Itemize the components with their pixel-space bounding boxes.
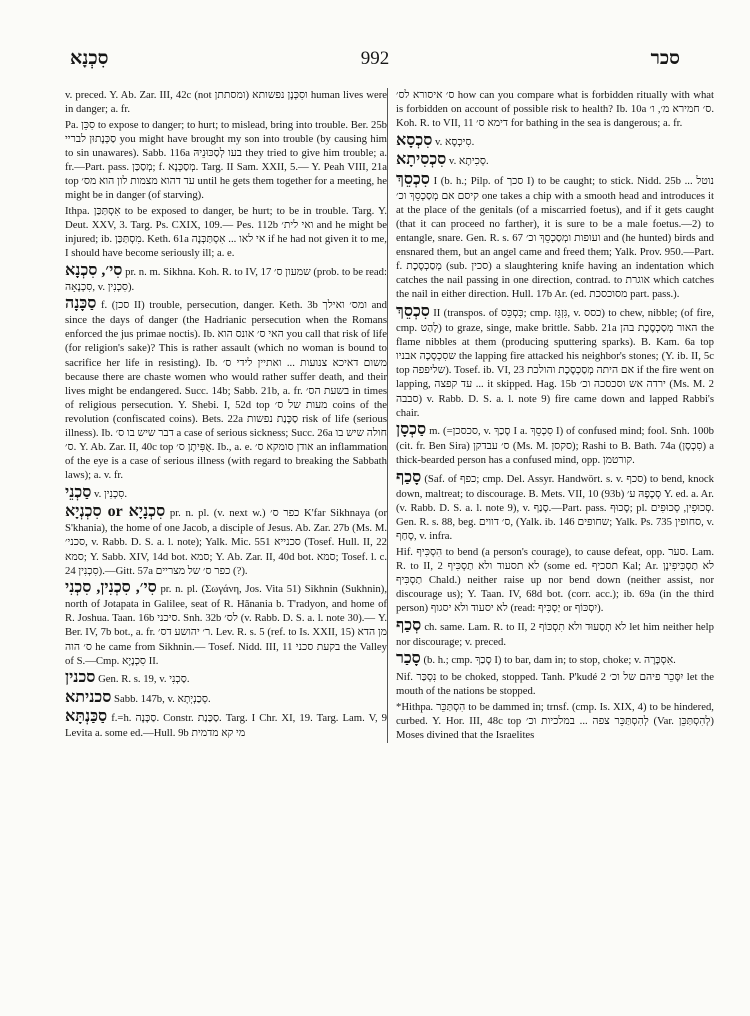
entry-text: v. סִכְנִין. — [94, 487, 127, 500]
dictionary-entry — [396, 151, 714, 169]
entry-text: I (b. h.; Pilp. of סכך I) to be caught; to stick. Nidd. 25b ... נוטל קיסם אם מְסַכְסֵךְ וכ׳ one takes a chip with a smooth head and introduces it at the place of the genitals (of a miscarried foetus), and if it gets caught (that it can proceed no farther), it is sure to be a male foetus.—2) to entangle, snare. Gen. R. s. 67 ועופות ומְסַכְסֵךְ וכ׳ and (he hunted) birds and ensnared them, but an angel came and freed them; Yalk. Prov. 950.—Part. f. מְסַכְסֶכֶת (sub. סכין) a slaughtering knife having an indentation which catches the nail passing in one direction, contrad. to אוגרת which catches the nail in either direction. Hull. 17b Ar. (ed. מסוכסכת part. pass.). — [396, 174, 715, 301]
entry-headword: סִכְנָיָא or סִכְנְיָא — [65, 503, 166, 521]
dictionary-entry — [396, 545, 714, 615]
entry-headword: סְכַף — [396, 616, 422, 634]
entry-headword: סָכַף — [396, 468, 422, 486]
dictionary-entry — [396, 303, 714, 420]
dictionary-entry — [396, 421, 714, 467]
page-header — [0, 48, 750, 74]
right-column — [387, 88, 714, 743]
entry-text: f. (סכן II) trouble, persecution, danger. Keth. 3b ומס׳ ואילך and since the days of danger (the Hadrianic persecution when the Romans enforced the jus primae noctis). Ib. האי ס׳ אונס הוא you call that risk of life (for religion's sake)? This is rather assault (which no woman is bound to sacrifice her life in resisting). Ib. משום דאיכא צנועות ... ואתיין לידי ס׳ because there are chaste women who would rather suffer death, and their lives might be endangered. Succ. 14b; Sabb. 21b, a. fr. בשעת הס׳ in times of religious persecution. Y. Shebi. I, 52d top מעות של ס׳ coins of the revolution (confiscated coins). Bets. 22a סַכָּנַת נפשות risk of life (serious illness). Ib. דבר שיש בו ס׳ a case of serious sickness; Succ. 26a חולה שיש בו ס׳. Y. Ab. Zar. II, 40c top אֻפִּיתָן ס׳. Ib., a. e. אודן סומקא ס׳ an inflammation of the eye is a case of serious illness (with regard to breaking the Sabbath laws); a. v. fr. — [65, 299, 388, 482]
entry-text: f.=h. סַכָּנָה. Constr. סַכַּנַת. Targ. I Chr. XI, 19. Targ. Lam. V, 9 Levita a. some ed.—Hull. 9b מי קא מדמית — [65, 712, 387, 740]
entry-text: ch. same. Lam. R. to II, 2 לא תְסַעוּד ולא תִסְכּוֹף let him neither help nor discourage; v. preced. — [396, 620, 714, 648]
entry-text: Ithpa. אִסְתַּכַּן to be exposed to danger, be hurt; to be in trouble. Targ. Y. Deut. XXV, 3. Targ. Ps. CXIX, 109.— Pes. 112b ואי לית׳ and he might be injured; ib. מִסְתַּכַּן. Keth. 61a אי לאו ... אִסְתַּכְּנָה if he had not given it to me, I should have become seriously ill; a. e. — [65, 204, 387, 260]
entry-text: Gen. R. s. 19, v. סַכְנִי. — [98, 673, 190, 686]
dictionary-entry — [396, 171, 714, 302]
dictionary-entry — [65, 579, 387, 667]
header-right-word: סכר — [650, 48, 680, 69]
entry-headword: סכניתא — [65, 688, 112, 706]
entry-text: *Hithpa. הִסְתַּכֵּר to be dammed in; trnsf. (cmp. Is. XIX, 4) to be hindered, curbed. Y. Hor. III, 48c top לְהִסְתַּכֵּר צפה ... במלכיות וכ׳ (Var. לְהִסְתַּכֵּן) Moses divined that the Israelites — [396, 700, 714, 741]
entry-text: ס׳ איסורא לס׳ how can you compare what is forbidden ritually with what is forbidden on account of possible risk to health? Ib. 10a ס׳ חמירא מ׳, ו׳. Koh. R. to VII, 11 דימא ס׳ for bathing in the sea is dangerous; a. fr. — [396, 89, 714, 130]
entry-text: Nif. נִסְכַּר to be choked, stopped. Tanh. P'kudé 2 יִסָּכֵר פיהם של וכ׳ let the mouth of the nations be stopped. — [396, 670, 714, 697]
entry-headword: סכנין — [65, 669, 96, 687]
dictionary-entry — [396, 617, 714, 649]
entry-text: II (transpos. of כִּסְכֵּס; cmp. גִּזְגֵּז, v. כסס) to chew, nibble; (of fire, cmp. לָהַט) to graze, singe, make brittle. Sabb. 21a האור מְסַכְסֶכֶת בהן the flame nibbles at them (producing sputtering sparks). B. Kam. 6a top שסִכְסְכָה אבניו the lapping fire attacked his neighbor's stones; (Y. ib. II, 5c top שליפפה). Tosef. ib. VI, 23 אם היתה מְסַכְסֶכֶת והולכת if the fire went on lapping, עד קפצה ... it skipped. Hag. 15b ירדה אש וסכסכה וכ׳ (Ms. M. 2 סבבה) v. Rabb. D. S. a. l. note 9) fire came down and lapped Rabbi's chair. — [396, 307, 715, 419]
entry-headword: סַכָּנָה — [65, 295, 97, 313]
dictionary-entry — [65, 669, 387, 687]
entry-headword: סָכַר — [396, 650, 421, 668]
entry-text: Pa. סִכֵּן to expose to danger; to hurt; to mislead, bring into trouble. Ber. 25b סַכְּנָתוּן לבריי you might have brought my son into trouble (by causing him to sin unawares). Sabb. 116a בעו לְסַכּוּנֵיהּ they tried to give him trouble; a. fr.—Part. pass. מְסַכַּן; f. מְסַכְּנָא. Targ. II Sam. XXII, 5.— Y. Peah VIII, 21a top עד דהוא מצמות לון הוא מס׳ until he gets them together for a meeting, he might be in danger (of starving). — [65, 118, 388, 202]
dictionary-entry — [396, 88, 714, 130]
entry-text: Sabb. 147b, v. סְכַנְיְתָא. — [114, 692, 211, 705]
entry-text: pr. n. pl. (v. next w.) כפר ס׳ K'far Sikhnaya (or S'khania), the home of one Jacob, a disciple of Jesus. Ab. Zar. 27b (Ms. M. סכני׳, v. Rabb. D. S. a. l. note); Yalk. Mic. 551 סכנייא (Tosef. Hull. II, 22 סמא; Y. Sabb. XIV, 14d bot. סמא; Y. Ab. Zar. II, 40d bot. סמא; Tosef. l. c. 24 סִכְנִין).—Gitt. 57a כפר ס׳ של מצריים (?). — [65, 507, 388, 577]
dictionary-entry — [396, 700, 714, 742]
dictionary-entry — [65, 708, 387, 740]
page-number: 992 — [360, 48, 390, 69]
entry-headword: סִכְסָא — [396, 131, 433, 149]
dictionary-entry — [65, 689, 387, 707]
entry-text: (Saf. of כפף; cmp. Del. Assyr. Handwört. s. v. סכף) to bend, knock down, maltreat; to discourage. B. Mets. VII, 10 (93b) סְכָפָהּ ע׳ Y. ed. a. Ar. (v. Rabb. D. S. a. l. note 9), v. סָנַף.—Part. pass. סָכוּף; pl. סְכוּפִין, סְכוּפִים. Gen. R. s. 88, beg. ס׳ דווים, (Yalk. ib. 146 שחופים; Yalk. Ps. 735 סחופין, v. סָחַף, v. infra. — [396, 472, 715, 543]
dictionary-entry — [65, 503, 387, 577]
entry-text: pr. n. m. Sikhna. Koh. R. to IV, 17 שמעון ס׳ (prob. to be read: סִכְנָאָה, v. סִכְנִין). — [65, 265, 387, 293]
entry-headword: סִי׳, סִכְנִין, סִכְנִי — [65, 579, 157, 597]
entry-headword: סִכְסֵךְ — [396, 303, 430, 321]
entry-text: Hif. הִסְכִּיף to bend (a person's courage), to cause defeat, opp. סער. Lam. R. to II, 2 לא תסעוד ולא תַסְכִּיף (some ed. תסכיף Kal; Ar. לא תַסְכִּיפִינָן תַסְכִּיף Chald.) neither raise up nor bend down (neither assist, nor discourage us); Y. Taan. IV, 68d bot. (corr. acc.); ib. 69a (in the third person) לא יסעוד ולא יסגוף (read: יַסְכִּיף or יִסְכּוֹף). — [396, 545, 715, 615]
entry-headword: סַכְסָן — [396, 421, 427, 439]
entry-text: pr. n. pl. (Σωγάνη, Jos. Vita 51) Sikhnin (Sukhnin), north of Jotapata in Galilee, seat of R. Hănania b. T'radyon, and home of R. Joshua. Taan. 16b סיכני. Snh. 32b לס׳ (v. Rabb. D. S. a. l. note 30).— Y. Ber. IV, 7b bot., a. fr. ר׳ יהושע דס׳. Lev. R. s. 5 (ref. to Is. XXII, 15) מן הדא ס׳ הוה he came from Sikhnin.— Tosef. Nidd. III, 11 בקעת סכני the Valley of S.—Cmp. סִכְנָיָא II. — [65, 583, 388, 667]
dictionary-entry — [396, 469, 714, 543]
entry-text: m. (=סכסכן, v. סָכַךְ I a. סִכְסֵךְ I) of confused mind; fool. Snh. 100b (cit. fr. Ben Sira) ס׳ עבדקן (Ms. M. סקסן); Rashi to B. Bath. 74a (סִכְסָן) a thick-bearded person has a confused mind, opp. קורטמן. — [396, 425, 715, 467]
entry-text: v. סִיכְסָא. — [434, 135, 475, 148]
dictionary-entry — [65, 484, 387, 502]
entry-text: (b. h.; cmp. סָכַךְ I) to bar, dam in; to stop, choke; v. אִסְכָּרָה. — [423, 654, 676, 667]
entry-text: v. preced. Y. Ab. Zar. III, 42c (not ומסתתן) וסִכְּנָן נפשותא human lives were in danger; a. fr. — [65, 89, 387, 116]
entry-headword: סַכְנֵי — [65, 483, 92, 501]
left-column — [65, 88, 387, 742]
entry-headword: סִכְסִיתָא — [396, 151, 447, 169]
dictionary-entry — [65, 262, 387, 294]
dictionary-entry — [65, 118, 387, 203]
entry-text: v. סְכִיתָא. — [448, 155, 489, 168]
entry-headword: סִכְסֵךְ — [396, 170, 430, 188]
dictionary-entry — [65, 204, 387, 260]
entry-headword: סַכַּנְתָּא — [65, 708, 108, 726]
dictionary-entry — [396, 650, 714, 668]
dictionary-entry — [396, 132, 714, 150]
entry-headword: סִי׳, סִכְנָא — [65, 261, 123, 279]
dictionary-entry — [65, 295, 387, 482]
dictionary-entry — [396, 670, 714, 698]
header-left-word: סִכְנָא — [70, 48, 109, 69]
dictionary-entry — [65, 88, 387, 116]
